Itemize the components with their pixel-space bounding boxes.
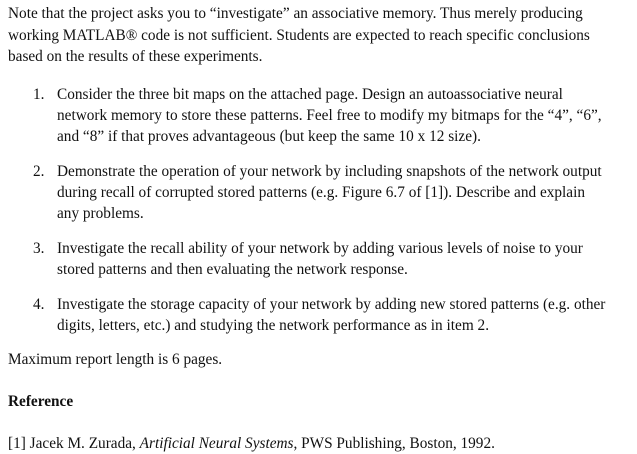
reference-heading: Reference <box>8 393 74 410</box>
max-length-note: Maximum report length is 6 pages. <box>8 351 223 368</box>
reference-suffix: , PWS Publishing, Boston, 1992. <box>293 435 495 452</box>
list-item-number: 2. <box>33 163 45 180</box>
intro-line: based on the results of these experiments. <box>8 48 263 65</box>
list-item-line: during recall of corrupted stored patterns (e.g. Figure 6.7 of [1]). Describe and explain <box>57 184 585 201</box>
list-item-number: 3. <box>33 240 45 257</box>
intro-line: working MATLAB® code is not sufficient. Students are expected to reach specific conclusions <box>8 27 590 44</box>
list-item-line: network memory to store these patterns. Feel free to modify my bitmaps for the “4”, “6”, <box>57 107 602 124</box>
intro-line: Note that the project asks you to “investigate” an associative memory. Thus merely producing <box>8 5 583 22</box>
list-item-number: 1. <box>33 86 45 103</box>
reference-prefix: [1] Jacek M. Zurada, <box>8 435 140 452</box>
list-item-line: stored patterns and then evaluating the network response. <box>57 261 408 278</box>
list-item-number: 4. <box>33 296 45 313</box>
list-item-line: Demonstrate the operation of your network by including snapshots of the network output <box>57 163 602 180</box>
reference-title: Artificial Neural Systems <box>139 435 294 452</box>
list-item-line: Investigate the storage capacity of your network by adding new stored patterns (e.g. other <box>57 296 606 313</box>
list-item-line: any problems. <box>57 205 144 222</box>
list-item-line: and “8” if that proves advantageous (but keep the same 10 x 12 size). <box>57 128 481 145</box>
list-item-line: digits, letters, etc.) and studying the network performance as in item 2. <box>57 317 490 334</box>
reference-entry <box>8 435 495 453</box>
list-item-line: Consider the three bit maps on the attached page. Design an autoassociative neural <box>57 86 563 103</box>
list-item-line: Investigate the recall ability of your network by adding various levels of noise to your <box>57 240 583 257</box>
